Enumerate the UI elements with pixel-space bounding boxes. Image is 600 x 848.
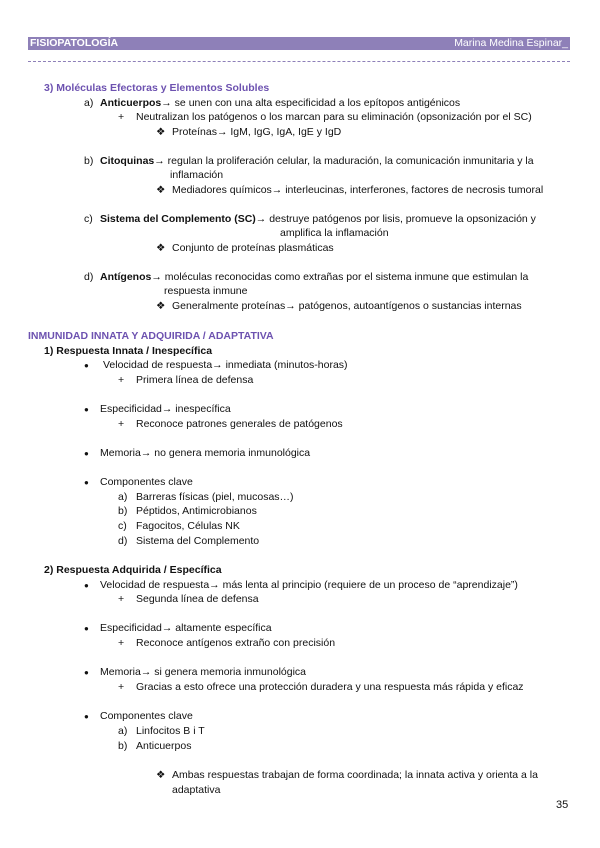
- conclusion-line-1: Ambas respuestas trabajan de forma coordinada; la innata activa y orienta a la: [172, 769, 538, 781]
- bullet-marker: ●: [84, 581, 89, 590]
- header-subject: FISIOPATOLOGÍA: [30, 37, 119, 49]
- desc-citoquinas: → regulan la proliferación celular, la maduración, la comunicación inmunitaria y la: [154, 155, 534, 167]
- plus-marker: +: [118, 681, 125, 693]
- plus-marker: +: [118, 593, 125, 605]
- bullet-marker: ●: [84, 405, 89, 414]
- item-complemento: [100, 213, 536, 226]
- innate-memory: Memoria→ no genera memoria inmunológica: [100, 447, 311, 459]
- innate-specificity-sub: Reconoce patrones generales de patógenos: [136, 418, 343, 430]
- term-complemento: Sistema del Complemento (SC): [100, 213, 256, 225]
- diamond-marker: ❖: [156, 242, 166, 254]
- innate-components-title: Componentes clave: [100, 476, 193, 488]
- item-c-marker: c): [84, 213, 93, 225]
- sub-anticuerpos: Neutralizan los patógenos o los marcan para su eliminación (opsonización por el SC): [136, 111, 532, 123]
- bullet-marker: ●: [84, 449, 89, 458]
- term-anticuerpos: Anticuerpos: [100, 97, 162, 109]
- diamond-marker: ❖: [156, 300, 166, 312]
- desc2-antigenos: respuesta inmune: [164, 285, 248, 297]
- term-antigenos: Antígenos: [100, 271, 152, 283]
- desc-complemento: → destruye patógenos por lisis, promueve la opsonización y: [255, 213, 536, 225]
- plus-marker: +: [118, 111, 125, 123]
- bullet-marker: ●: [84, 478, 89, 487]
- desc-anticuerpos: → se unen con una alta especificidad a los epítopos antigénicos: [161, 97, 461, 109]
- page-number: 35: [556, 799, 569, 811]
- adaptive-specificity-sub: Reconoce antígenos extraño con precisión: [136, 637, 336, 649]
- page-header: [28, 37, 570, 50]
- adaptive-components-title: Componentes clave: [100, 710, 193, 722]
- plus-marker: +: [118, 637, 125, 649]
- component-marker: c): [118, 520, 127, 532]
- component-marker: a): [118, 491, 128, 503]
- adaptive-component: Linfocitos B i T: [136, 725, 205, 737]
- plus-marker: +: [118, 374, 125, 386]
- bullet-marker: ●: [84, 712, 89, 721]
- adaptive-speed-sub: Segunda línea de defensa: [136, 593, 259, 605]
- header-divider: [28, 61, 570, 62]
- adaptive-title: 2) Respuesta Adquirida / Específica: [44, 564, 222, 576]
- innate-component: Sistema del Complemento: [136, 535, 260, 547]
- innate-component: Péptidos, Antimicrobianos: [136, 505, 257, 517]
- term-citoquinas: Citoquinas: [100, 155, 155, 167]
- bullet-marker: ●: [84, 361, 89, 370]
- diamond-anticuerpos: Proteínas→ IgM, IgG, IgA, IgE y IgD: [172, 126, 342, 138]
- desc2-citoquinas: inflamación: [170, 169, 224, 181]
- plus-marker: +: [118, 418, 125, 430]
- item-a-marker: a): [84, 97, 94, 109]
- innate-title: 1) Respuesta Innata / Inespecífica: [44, 345, 213, 357]
- innate-speed: Velocidad de respuesta→ inmediata (minutos-horas): [103, 359, 348, 371]
- component-marker: a): [118, 725, 128, 737]
- conclusion-line-2: adaptativa: [172, 784, 221, 796]
- section-3-title: 3) Moléculas Efectoras y Elementos Solubles: [44, 82, 270, 94]
- innate-speed-sub: Primera línea de defensa: [136, 374, 254, 386]
- bullet-marker: ●: [84, 668, 89, 677]
- diamond-antigenos: Generalmente proteínas→ patógenos, autoantígenos o sustancias internas: [172, 300, 522, 312]
- item-d-marker: d): [84, 271, 94, 283]
- header-author: Marina Medina Espinar_: [454, 37, 568, 49]
- item-citoquinas: [100, 155, 534, 168]
- innate-specificity: Especificidad→ inespecífica: [100, 403, 231, 415]
- component-marker: d): [118, 535, 128, 547]
- diamond-marker: ❖: [156, 126, 166, 138]
- component-marker: b): [118, 740, 128, 752]
- immunity-title: INMUNIDAD INNATA Y ADQUIRIDA / ADAPTATIVA: [28, 330, 274, 342]
- adaptive-component: Anticuerpos: [136, 740, 192, 752]
- item-anticuerpos: [100, 97, 460, 110]
- innate-component: Barreras físicas (piel, mucosas…): [136, 491, 294, 503]
- adaptive-speed: Velocidad de respuesta→ más lenta al principio (requiere de un proceso de “aprendizaje”): [100, 579, 518, 591]
- item-b-marker: b): [84, 155, 94, 167]
- desc-antigenos: → moléculas reconocidas como extrañas por el sistema inmune que estimulan la: [151, 271, 529, 283]
- innate-component: Fagocitos, Células NK: [136, 520, 240, 532]
- diamond-marker: ❖: [156, 184, 166, 196]
- adaptive-specificity: Especificidad→ altamente específica: [100, 622, 272, 634]
- bullet-marker: ●: [84, 624, 89, 633]
- diamond-citoquinas: Mediadores químicos→ interleucinas, interferones, factores de necrosis tumoral: [172, 184, 544, 196]
- diamond-marker: ❖: [156, 769, 166, 781]
- adaptive-memory-sub: Gracias a esto ofrece una protección duradera y una respuesta más rápida y eficaz: [136, 681, 524, 693]
- diamond-complemento: Conjunto de proteínas plasmáticas: [172, 242, 334, 254]
- item-antigenos: [100, 271, 528, 284]
- adaptive-memory: Memoria→ si genera memoria inmunológica: [100, 666, 307, 678]
- component-marker: b): [118, 505, 128, 517]
- desc2-complemento: amplifica la inflamación: [280, 227, 389, 239]
